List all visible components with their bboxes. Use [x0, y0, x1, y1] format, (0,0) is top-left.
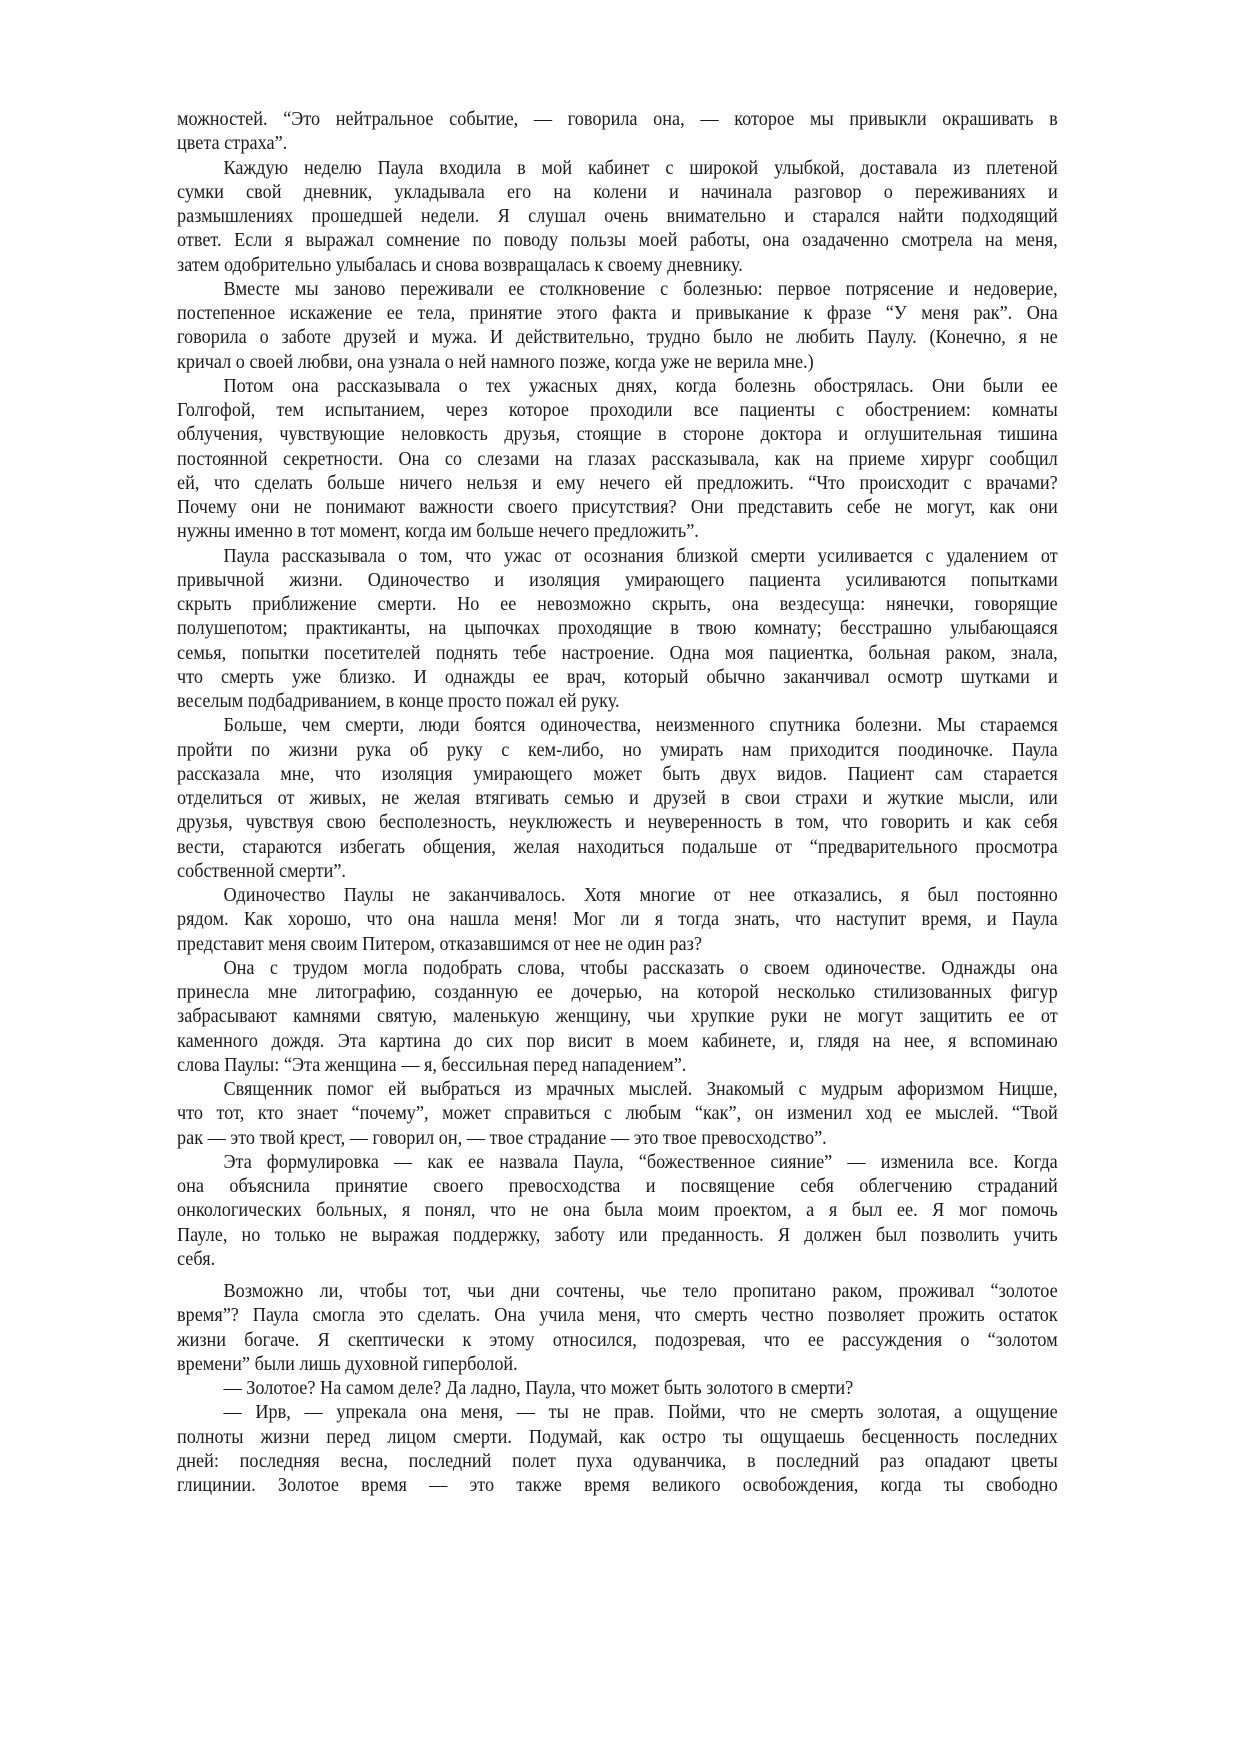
text-line: облучения, чувствующие неловкость друзья, стоящие в стороне доктора и оглушительная тишина — [177, 424, 1058, 446]
text-line: принесла мне литографию, созданную ее дочерью, на которой несколько стилизованных фигур — [177, 982, 1058, 1003]
paragraph — [177, 1377, 1058, 1401]
text-line: Священник помог ей выбраться из мрачных мыслей. Знакомый с мудрым афоризмом Ницше, — [223, 1079, 1058, 1100]
text-line: глицинии. Золотое время — это также время великого освобождения, когда ты свободно — [177, 1475, 1058, 1496]
paragraph — [177, 375, 1058, 545]
paragraph — [177, 157, 1058, 278]
text-line: что смерть уже близко. И однажды ее врач, который обычно заканчивал осмотр шутками и — [177, 666, 1058, 688]
text-line: времени” были лишь духовной гиперболой. — [177, 1353, 518, 1375]
document-page — [177, 108, 1058, 1498]
text-line: Пауле, но только не выражая поддержку, заботу или преданность. Я должен был позволить учить — [177, 1224, 1058, 1246]
paragraph — [177, 884, 1058, 957]
text-line: пройти по жизни рука об руку с кем-либо, но умирать нам приходится поодиночке. Паула — [177, 739, 1058, 761]
text-line: скрыть приближение смерти. Но ее невозможно скрыть, она вездесуща: нянечки, говорящие — [177, 594, 1058, 615]
text-line: Она с трудом могла подобрать слова, чтобы рассказать о своем одиночестве. Однажды она — [223, 957, 1058, 979]
text-line: постоянной секретности. Она со слезами на глазах рассказывала, как на приеме хирург сообщил — [177, 448, 1058, 470]
paragraph — [177, 1078, 1058, 1151]
text-line: Голгофой, тем испытанием, через которое проходили все пациенты с обострением: комнаты — [177, 400, 1058, 421]
text-line: вести, стараются избегать общения, желая находиться подальше от “предварительного просмотра — [177, 836, 1058, 858]
document-body — [177, 108, 1058, 1498]
text-line: Каждую неделю Паула входила в мой кабинет с широкой улыбкой, доставала из плетеной — [223, 157, 1058, 179]
paragraph — [177, 714, 1058, 884]
text-line: полушепотом; практиканты, на цыпочках проходящие в твою комнату; бесстрашно улыбающаяся — [177, 618, 1058, 640]
text-line: размышлениях прошедшей недели. Я слушал очень внимательно и старался найти подходящий — [177, 206, 1058, 227]
text-line: нужны именно в тот момент, когда им больше нечего предложить”. — [177, 521, 699, 543]
text-line: Больше, чем смерти, люди боятся одиночества, неизменного спутника болезни. Мы стараемся — [223, 715, 1058, 737]
text-line: рассказала мне, что изоляция умирающего может быть двух видов. Пациент сам старается — [177, 763, 1058, 785]
text-line: затем одобрительно улыбалась и снова возвращалась к своему дневнику. — [177, 254, 743, 276]
text-line: постепенное искажение ее тела, принятие этого факта и привыкание к фразе “У меня рак”. Она — [177, 303, 1058, 324]
text-line: отделиться от живых, не желая втягивать семью и друзей в свои страхи и жуткие мысли, или — [177, 788, 1058, 809]
text-line: друзья, чувствуя свою бесполезность, неуклюжесть и неуверенность в том, что говорить и как себя — [177, 812, 1058, 834]
text-line: веселым подбадриванием, в конце просто пожал ей руку. — [177, 691, 620, 712]
text-line: дней: последняя весна, последний полет пуха одуванчика, в последний раз опадают цветы — [177, 1450, 1058, 1472]
paragraph — [177, 1280, 1058, 1377]
paragraph — [177, 108, 1058, 157]
paragraph — [177, 1151, 1058, 1272]
text-line: себя. — [177, 1248, 216, 1270]
text-line: семья, попытки посетителей поднять тебе настроение. Одна моя пациентка, больная раком, знала, — [177, 642, 1058, 664]
text-line: привычной жизни. Одиночество и изоляция умирающего пациента усиливаются попытками — [177, 569, 1058, 591]
text-line: слова Паулы: “Эта женщина — я, бессильная перед нападением”. — [177, 1054, 687, 1076]
text-line: Возможно ли, чтобы тот, чьи дни сочтены, чье тело пропитано раком, проживал “золотое — [223, 1281, 1058, 1302]
text-line: говорила о заботе друзей и мужа. И действительно, трудно было не любить Паулу. (Конечно, я не — [177, 327, 1058, 349]
text-line: Почему они не понимают важности своего присутствия? Они представить себе не могут, как они — [177, 497, 1058, 518]
text-line: рядом. Как хорошо, что она нашла меня! Мог ли я тогда знать, что наступит время, и Паула — [177, 909, 1058, 931]
text-line: представит меня своим Питером, отказавшимся от нее не один раз? — [177, 933, 702, 955]
text-line: — Ирв, — упрекала она меня, — ты не прав. Пойми, что не смерть золотая, а ощущение — [223, 1402, 1058, 1424]
text-line: Эта формулировка — как ее назвала Паула, “божественное сияние” — изменила все. Когда — [223, 1151, 1058, 1173]
text-line: Потом она рассказывала о тех ужасных днях, когда болезнь обострялась. Они были ее — [223, 375, 1058, 397]
text-line: каменного дождя. Эта картина до сих пор висит в моем кабинете, и, глядя на нее, я вспоминаю — [177, 1030, 1058, 1052]
paragraph — [177, 957, 1058, 1078]
text-line: жизни богаче. Я скептически к этому относился, подозревая, что ее рассуждения о “золотом — [177, 1329, 1058, 1351]
text-line: можностей. “Это нейтральное событие, — говорила она, — которое мы привыкли окрашивать в — [177, 109, 1058, 130]
text-line: Паула рассказывала о том, что ужас от осознания близкой смерти усиливается с удалением от — [223, 545, 1058, 567]
text-line: собственной смерти”. — [177, 860, 346, 882]
text-line: полноты жизни перед лицом смерти. Подумай, как остро ты ощущаешь бесценность последних — [177, 1426, 1058, 1448]
text-line: Одиночество Паулы не заканчивалось. Хотя многие от нее отказались, я был постоянно — [223, 885, 1058, 906]
text-line: ей, что сделать больше ничего нельзя и ему нечего ей предложить. “Что происходит с врачами? — [177, 472, 1058, 494]
text-line: ответ. Если я выражал сомнение по поводу пользы моей работы, она озадаченно смотрела на меня, — [177, 230, 1058, 252]
text-line: она объяснила принятие своего превосходства и посвящение себя облегчению страданий — [177, 1176, 1058, 1197]
text-line: онкологических больных, я понял, что не она была моим проектом, а я был ее. Я мог помочь — [177, 1200, 1058, 1222]
paragraph — [177, 278, 1058, 375]
text-line: цвета страха”. — [177, 133, 288, 155]
text-line: кричал о своей любви, она узнала о ней намного позже, когда уже не верила мне.) — [177, 351, 814, 373]
text-line: что тот, кто знает “почему”, может справиться с любым “как”, он изменил ход ее мыслей. “Твой — [177, 1103, 1058, 1125]
paragraph — [177, 1401, 1058, 1498]
text-line: забрасывают камнями святую, маленькую женщину, чьи хрупкие руки не могут защитить ее от — [177, 1006, 1058, 1028]
text-line: рак — это твой крест, — говорил он, — твое страдание — это твое превосходство”. — [177, 1127, 827, 1149]
paragraph — [177, 545, 1058, 715]
text-line: — Золотое? На самом деле? Да ладно, Паула, что может быть золотого в смерти? — [223, 1378, 854, 1399]
text-line: время”? Паула смогла это сделать. Она учила меня, что смерть честно позволяет прожить остаток — [177, 1305, 1058, 1327]
text-line: Вместе мы заново переживали ее столкновение с болезнью: первое потрясение и недоверие, — [223, 278, 1058, 300]
text-line: сумки свой дневник, укладывала его на колени и начинала разговор о переживаниях и — [177, 181, 1058, 203]
